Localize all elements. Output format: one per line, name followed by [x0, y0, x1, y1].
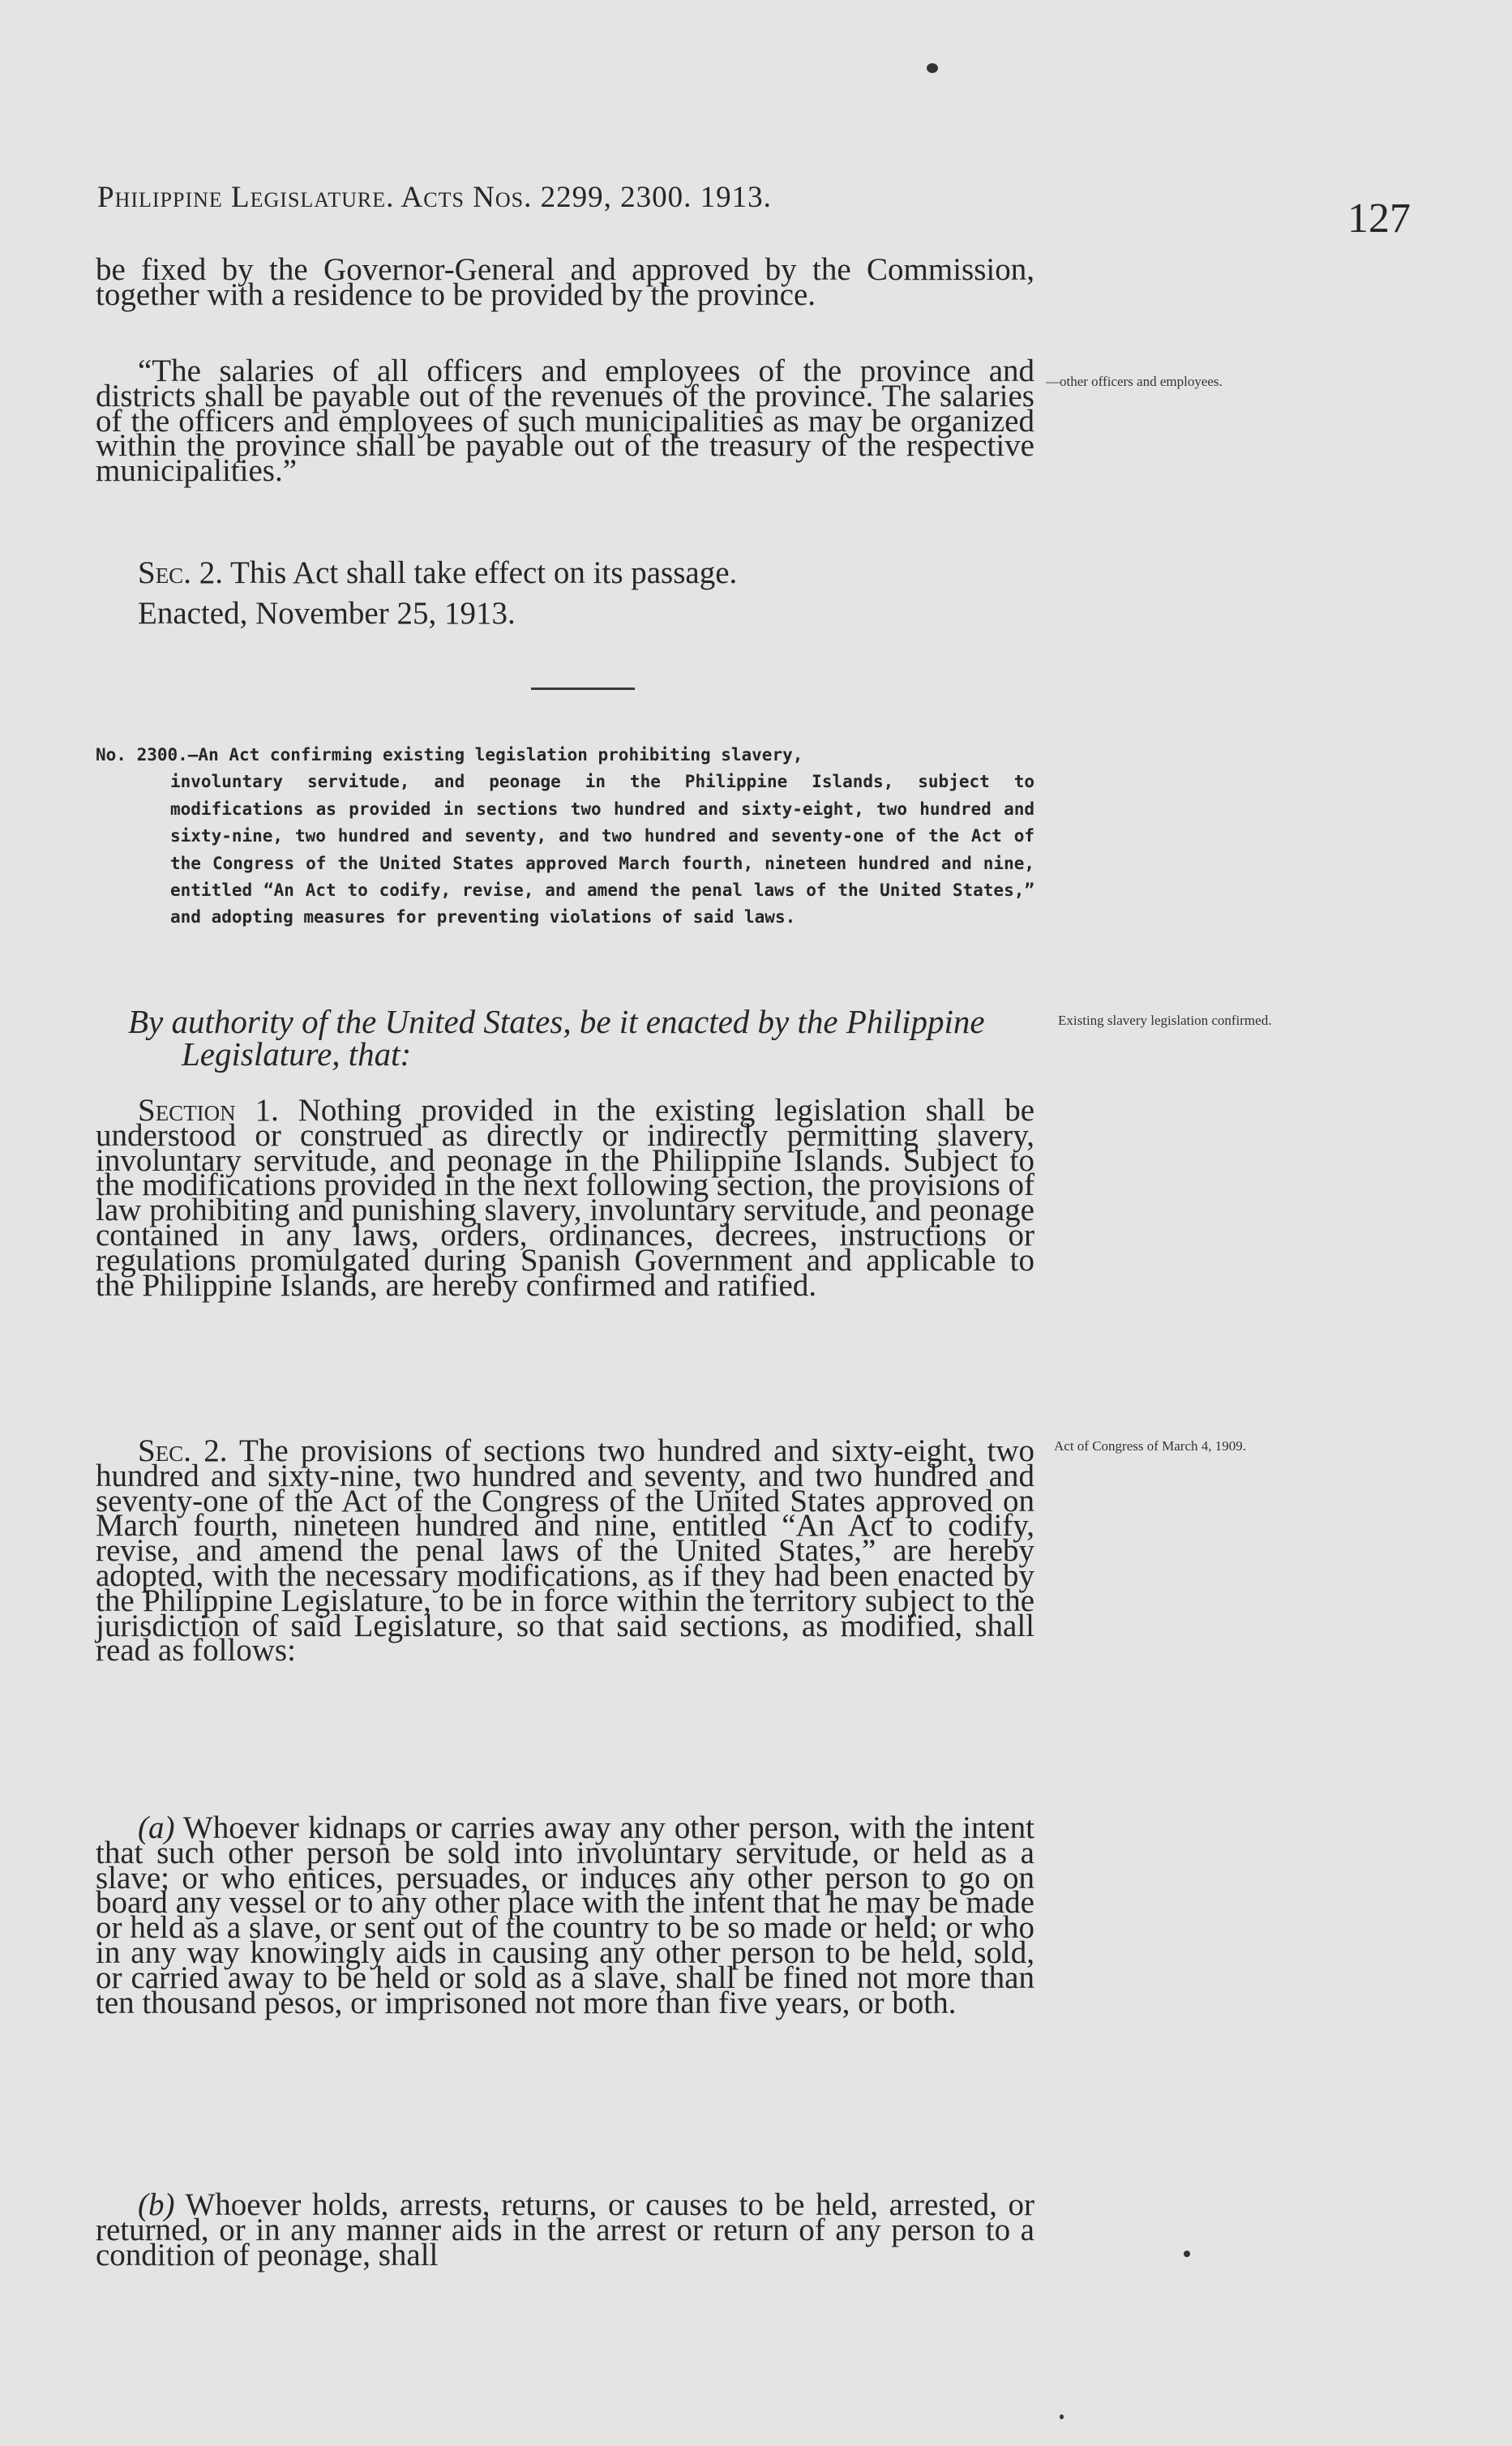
page-number: 127 [1347, 195, 1411, 242]
side-note-slavery-confirmed: Existing slavery legislation confirmed. [1058, 1013, 1272, 1028]
enacting-clause: By authority of the United States, be it enacted by the Philippine Legislature, that: [128, 1003, 985, 1073]
scan-speck [1060, 2414, 1064, 2419]
section-label: Section [138, 1093, 236, 1128]
paragraph-text: Whoever holds, arrests, returns, or causes to be held, arrested, or returned, or in any manner aids in the arrest or return of any person to a condition of peonage, shall [96, 2187, 1035, 2273]
enacted-date: Enacted, November 25, 1913. [138, 596, 516, 631]
side-note-other-officers: —other officers and employees. [1046, 374, 1223, 389]
section-2 [96, 1433, 1035, 1669]
act-title-first-line: No. 2300.—An Act confirming existing legislation prohibiting slavery, [96, 745, 803, 765]
section-label: Sec. [138, 555, 191, 590]
paragraph-a [96, 1810, 1034, 2020]
paragraph-text: Whoever kidnaps or carries away any other person, with the intent that such other person be sold into involuntary servitude, or held as a slave; or who entices, persuades, or induces any other person to go on board any vessel or to any other place with the intent that he may be made or held as a slave, or sent out of the country to be so made or held; or who in any way knowingly aids in causing any other person to be held, sold, or carried away to be held or sold as a slave, shall be fined not more than ten thousand pesos, or imprisoned not more than five years, or both. [96, 1810, 1034, 2020]
section-text: 2. This Act shall take effect on its passage. [199, 555, 738, 590]
continuation-paragraph: be fixed by the Governor-General and approved by the Commission, together with a residence to be provided by the province. [96, 252, 1034, 312]
act2299-section-2 [96, 555, 1034, 590]
act-title-rest: involuntary servitude, and peonage in the Philippine Islands, subject to modifications as provided in sections two hundred and sixty-eight, two hundred and sixty-nine, two hundred and seventy, and two hundred and seventy-one of the Act of the Congress of the United States approved March fourth, nineteen hundred and nine, entitled “An Act to codify, revise, and amend the penal laws of the United States,” and adopting measures for preventing violations of said laws. [170, 772, 1034, 927]
section-divider [531, 688, 635, 690]
section-text: 2. The provisions of sections two hundred and sixty-eight, two hundred and sixty-nine, two hundred and seventy, and two hundred and seventy-one of the Act of the Congress of the United States approved on March fourth, nineteen hundred and nine, entitled “An Act to codify, revise, and amend the penal laws of the United States,” are hereby adopted, with the necessary modifications, as if they had been enacted by the Philippine Legislature, to be in force within the territory subject to the jurisdiction of said Legislature, so that said sections, as modified, shall read as follows: [96, 1433, 1035, 1669]
paragraph-label: (b) [138, 2187, 175, 2222]
section-1 [96, 1093, 1035, 1303]
salaries-paragraph: “The salaries of all officers and employees of the province and districts shall be payable out of the revenues of the province. The salaries of the officers and employees of such municipalities as may be organized within the province shall be payable out of the treasury of the respective municipalities.” [96, 353, 1034, 489]
act-title-block [96, 742, 1034, 932]
side-note-act-of-congress: Act of Congress of March 4, 1909. [1054, 1438, 1247, 1454]
running-head: Philippine Legislature. Acts Nos. 2299, 2300. 1913. [97, 181, 772, 214]
scan-speck [1184, 2251, 1190, 2257]
paragraph-label: (a) [138, 1810, 175, 1845]
scan-speck [927, 63, 938, 73]
section-label: Sec. [138, 1433, 191, 1468]
paragraph-b [96, 2187, 1035, 2273]
section-text: 1. Nothing provided in the existing legislation shall be understood or construed as directly or indirectly permitting slavery, involuntary servitude, and peonage in the Philippine Islands. Subject to the modifications provided in the next following section, the provisions of law prohibiting and punishing slavery, involuntary servitude, and peonage contained in any laws, orders, ordinances, decrees, instructions or regulations promulgated during Spanish Government and applicable to the Philippine Islands, are hereby confirmed and ratified. [96, 1093, 1035, 1303]
